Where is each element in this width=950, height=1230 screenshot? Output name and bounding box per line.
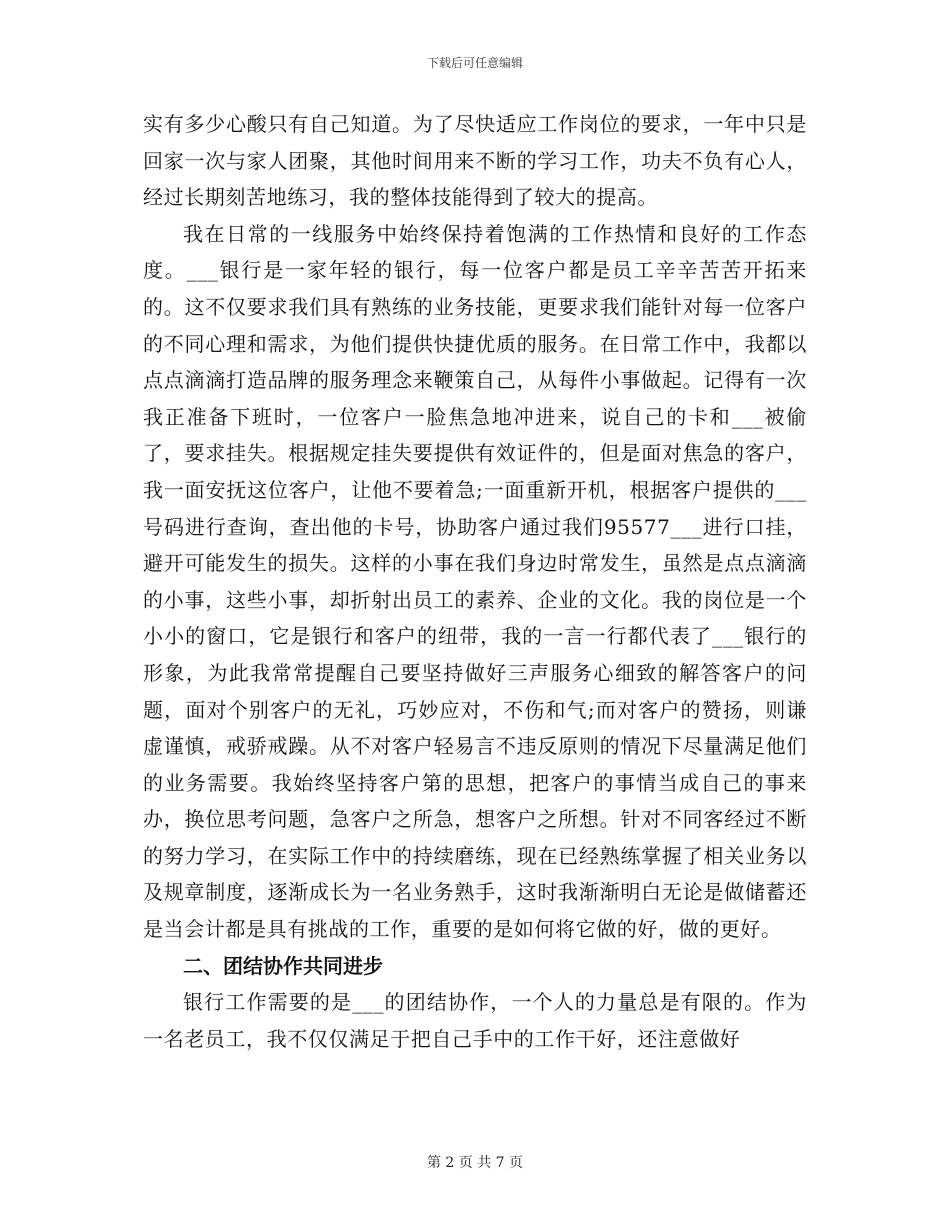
section-heading: 二、团结协作共同进步 — [183, 953, 383, 978]
paragraph-teamwork: 银行工作需要的是___的团结协作，一个人的力量总是有限的。作为一名老员工，我不仅仅满足于把自己手中的工作干好，还注意做好 — [143, 990, 807, 1051]
page-header: 下载后可任意编辑 — [426, 56, 523, 70]
document-body — [143, 106, 807, 1057]
page-footer: 第 2 页 共 7 页 — [426, 1155, 524, 1171]
paragraph-service-attitude: 我在日常的一线服务中始终保持着饱满的工作热情和良好的工作态度。___银行是一家年轻的银行，每一位客户都是员工辛辛苦苦开拓来的。这不仅要求我们具有熟练的业务技能，更要求我们能针对每一位客户的不同心理和需求，为他们提供快捷优质的服务。在日常工作中，我都以点点滴滴打造品牌的服务理念来鞭策自己，从每件小事做起。记得有一次我正准备下班时，一位客户一脸焦急地冲进来，说自己的卡和___被偷了，要求挂失。根据规定挂失要提供有效证件的，但是面对焦急的客户，我一面安抚这位客户，让他不要着急;一面重新开机，根据客户提供的___号码进行查询，查出他的卡号，协助客户通过我们95577___进行口挂，避开可能发生的损失。这样的小事在我们身边时常发生，虽然是点点滴滴的小事，这些小事，却折射出员工的素养、企业的文化。我的岗位是一个小小的窗口，它是银行和客户的纽带，我的一言一行都代表了___银行的形象，为此我常常提醒自己要坚持做好三声服务心细致的解答客户的问题，面对个别客户的无礼，巧妙应对，不伤和气;而对客户的赞扬，则谦虚谨慎，戒骄戒躁。从不对客户轻易言不违反原则的情况下尽量满足他们的业务需要。我始终坚持客户第的思想，把客户的事情当成自己的事来办，换位思考问题，急客户之所急，想客户之所想。针对不同客经过不断的努力学习，在实际工作中的持续磨练，现在已经熟练掌握了相关业务以及规章制度，逐渐成长为一名业务熟手，这时我渐渐明白无论是做储蓄还是当会计都是具有挑战的工作，重要的是如何将它做的好，做的更好。 — [143, 221, 807, 942]
paragraph-continuation: 实有多少心酸只有自己知道。为了尽快适应工作岗位的要求，一年中只是回家一次与家人团聚，其他时间用来不断的学习工作，功夫不负有心人，经过长期刻苦地练习，我的整体技能得到了较大的提高。 — [143, 112, 807, 210]
